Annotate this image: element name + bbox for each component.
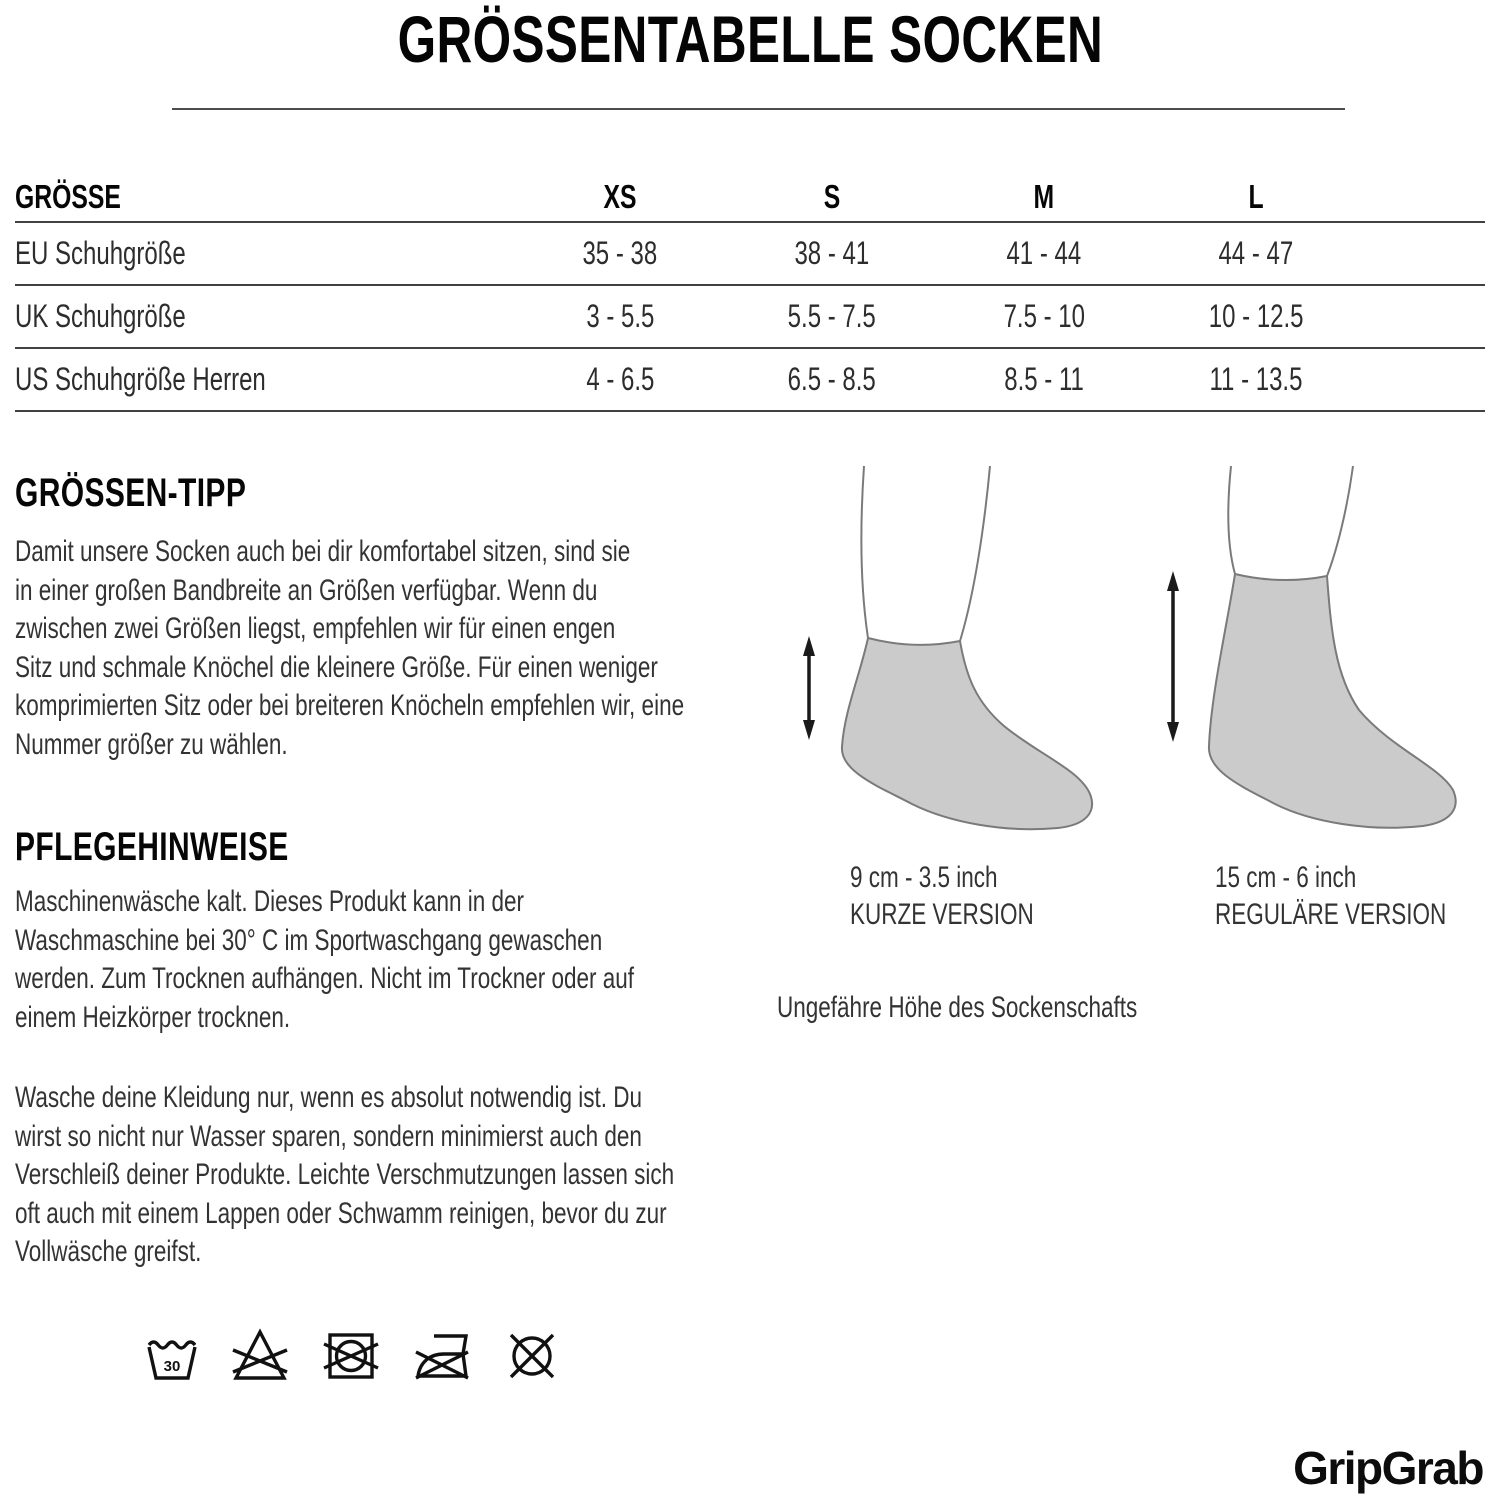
size-table [15, 172, 1485, 412]
cell-value: 7.5 - 10 [938, 285, 1150, 348]
title-divider [172, 108, 1345, 110]
cell-value: 11 - 13.5 [1150, 348, 1362, 411]
regular-version-measurement: 15 cm - 6 inch [1215, 861, 1357, 894]
care-section-heading: PFLEGEHINWEISE [15, 825, 289, 869]
column-header-s: S [726, 172, 938, 222]
care-paragraph-1: Maschinenwäsche kalt. Dieses Produkt kann in der Waschmaschine bei 30° C im Sportwaschgang gewaschen werden. Zum Trocknen aufhängen. Nicht im Trockner oder auf einem Heizkörper trocknen. [15, 885, 635, 1034]
cell-value: 5.5 - 7.5 [726, 285, 938, 348]
cell-value: 6.5 - 8.5 [726, 348, 938, 411]
leg-outline [861, 466, 868, 638]
short-version-name: KURZE VERSION [850, 898, 1034, 931]
care-paragraph-2: Wasche deine Kleidung nur, wenn es absolut notwendig ist. Du wirst so nicht nur Wasser sparen, sondern minimierst auch den Verschleiß deiner Produkte. Leichte Verschmutzungen lassen sich oft auch mit einem Lappen oder Schwamm reinigen, bevor du zur Vollwäsche greifst. [15, 1081, 675, 1268]
row-label: EU Schuhgröße [15, 222, 514, 285]
cell-value: 41 - 44 [938, 222, 1150, 285]
wash-30-icon [144, 1326, 200, 1386]
do-not-iron-icon [414, 1326, 470, 1386]
cell-value: 10 - 12.5 [1150, 285, 1362, 348]
cell-value: 38 - 41 [726, 222, 938, 285]
do-not-tumble-dry-icon [323, 1326, 379, 1386]
column-header-xs: XS [514, 172, 726, 222]
figure-caption: Ungefähre Höhe des Sockenschafts [777, 991, 1138, 1024]
cell-value: 35 - 38 [514, 222, 726, 285]
tip-section-heading: GRÖSSEN-TIPP [15, 471, 247, 515]
leg-outline [1228, 466, 1235, 574]
cell-value: 8.5 - 11 [938, 348, 1150, 411]
regular-sock-shape [1209, 574, 1456, 828]
regular-version-label [1215, 859, 1500, 933]
cell-value: 4 - 6.5 [514, 348, 726, 411]
short-sock-shape [842, 638, 1092, 829]
tip-section-body: Damit unsere Socken auch bei dir komfortabel sitzen, sind sie in einer großen Bandbreite an Größen verfügbar. Wenn du zwischen zwei Größen liegst, empfehlen wir für einen engen Sitz und schmale Knöchel die kleinere Größe. Für einen weniger komprimierten Sitz oder bei breiteren Knöcheln empfehlen wir, eine Nummer größer zu wählen. [15, 535, 685, 761]
do-not-dry-clean-icon [504, 1326, 560, 1386]
cell-value: 3 - 5.5 [514, 285, 726, 348]
short-sock-figure [790, 450, 1120, 850]
regular-version-name: REGULÄRE VERSION [1215, 898, 1447, 931]
table-row-us [15, 348, 1485, 411]
row-label: US Schuhgröße Herren [15, 348, 514, 411]
column-header-groesse: GRÖSSE [15, 172, 514, 222]
svg-text:30: 30 [163, 1358, 181, 1375]
column-header-m: M [938, 172, 1150, 222]
short-version-measurement: 9 cm - 3.5 inch [850, 861, 998, 894]
size-table-header-row [15, 172, 1485, 222]
cell-value: 44 - 47 [1150, 222, 1362, 285]
table-row-eu [15, 222, 1485, 285]
height-arrow-icon [803, 636, 815, 740]
table-row-uk [15, 285, 1485, 348]
leg-outline [960, 466, 990, 641]
gripgrab-logo: GripGrab [1293, 1442, 1483, 1494]
leg-outline [1327, 466, 1353, 576]
do-not-bleach-icon [232, 1326, 288, 1386]
short-version-label [850, 859, 1095, 933]
column-header-l: L [1150, 172, 1362, 222]
height-arrow-icon [1167, 571, 1179, 742]
column-header-spacer [1362, 172, 1485, 222]
row-label: UK Schuhgröße [15, 285, 514, 348]
page-title: GRÖSSENTABELLE SOCKEN [397, 2, 1103, 76]
regular-sock-figure [1155, 450, 1485, 850]
